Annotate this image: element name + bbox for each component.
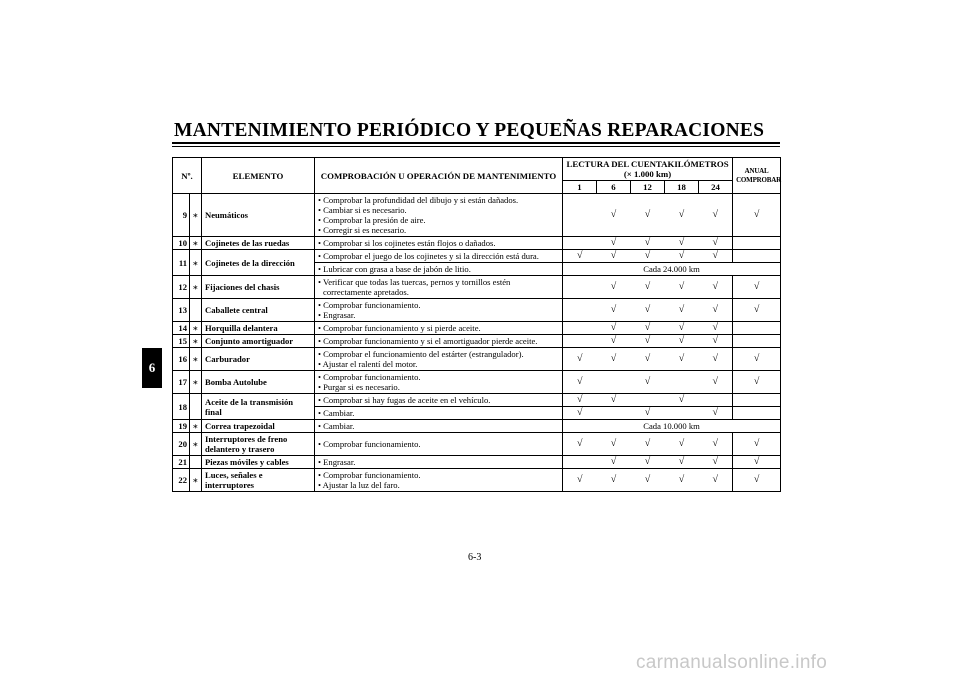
table-row (173, 237, 781, 250)
row-star: ∗ (190, 371, 202, 394)
header-annual (733, 158, 781, 194)
header-odometer-label: LECTURA DEL CUENTAKILÓMETROS (566, 159, 729, 169)
operation-line: • Comprobar funcionamiento. (318, 470, 421, 480)
row-number: 13 (173, 299, 190, 322)
operation-line: • Corregir si es necesario. (318, 225, 407, 235)
operation-line: • Purgar si es necesario. (318, 382, 400, 392)
operation-line: • Ajustar el ralentí del motor. (318, 359, 418, 369)
row-number: 11 (173, 250, 190, 276)
table-row (173, 348, 781, 371)
check-cell: √ (563, 433, 597, 456)
check-cell: √ (631, 469, 665, 492)
check-cell: √ (631, 456, 665, 469)
check-cell: √ (665, 394, 699, 407)
row-number: 18 (173, 394, 190, 420)
table-row (173, 299, 781, 322)
operation-line: • Cambiar. (318, 408, 355, 418)
row-element: Fijaciones del chasis (202, 276, 315, 299)
table-row (173, 469, 781, 492)
check-cell: √ (631, 299, 665, 322)
check-cell: √ (699, 469, 733, 492)
check-cell: √ (631, 371, 665, 394)
row-operation (315, 263, 563, 276)
check-cell: √ (699, 456, 733, 469)
check-cell: √ (563, 371, 597, 394)
row-star (190, 456, 202, 469)
header-no: Nº. (173, 158, 202, 194)
row-element: Bomba Autolube (202, 371, 315, 394)
check-cell: √ (665, 335, 699, 348)
check-cell (665, 407, 699, 420)
footer-watermark: carmanualsonline.info (636, 652, 828, 673)
row-star: ∗ (190, 420, 202, 433)
check-cell: √ (631, 276, 665, 299)
check-cell: √ (665, 348, 699, 371)
row-star: ∗ (190, 194, 202, 237)
annual-check-cell: √ (733, 469, 781, 492)
check-cell: √ (563, 407, 597, 420)
annual-check-cell: √ (733, 348, 781, 371)
row-star (190, 394, 202, 420)
row-operation (315, 469, 563, 492)
table-row (173, 456, 781, 469)
operation-line: • Comprobar funcionamiento y si el amortiguador pierde aceite. (318, 336, 538, 346)
row-number: 17 (173, 371, 190, 394)
check-cell: √ (597, 394, 631, 407)
row-element: Cojinetes de la dirección (202, 250, 315, 276)
row-number: 14 (173, 322, 190, 335)
annual-check-cell: √ (733, 371, 781, 394)
row-element: Cojinetes de las ruedas (202, 237, 315, 250)
annual-check-cell: √ (733, 194, 781, 237)
operation-line: • Comprobar el funcionamiento del estárter (estrangulador). (318, 349, 524, 359)
row-operation (315, 299, 563, 322)
check-cell: √ (631, 194, 665, 237)
check-cell: √ (665, 276, 699, 299)
annual-check-cell (733, 407, 781, 420)
row-number: 20 (173, 433, 190, 456)
row-operation (315, 407, 563, 420)
table-row (173, 371, 781, 394)
row-element: Neumáticos (202, 194, 315, 237)
operation-line: • Comprobar funcionamiento. (318, 439, 421, 449)
check-cell (699, 394, 733, 407)
check-cell (563, 456, 597, 469)
annual-check-cell: √ (733, 433, 781, 456)
check-cell (597, 407, 631, 420)
row-element: Carburador (202, 348, 315, 371)
operation-line: • Comprobar si los cojinetes están flojos o dañados. (318, 238, 496, 248)
check-cell: √ (665, 456, 699, 469)
check-cell: √ (597, 250, 631, 263)
check-cell: √ (699, 322, 733, 335)
row-star: ∗ (190, 322, 202, 335)
row-element: Correa trapezoidal (202, 420, 315, 433)
row-star: ∗ (190, 237, 202, 250)
check-cell: √ (597, 456, 631, 469)
header-km-1: 1 (563, 181, 597, 194)
row-star: ∗ (190, 276, 202, 299)
annual-check-cell (733, 394, 781, 407)
operation-line: • Engrasar. (318, 310, 356, 320)
interval-note: Cada 10.000 km (563, 420, 781, 433)
header-km-12: 12 (631, 181, 665, 194)
check-cell (563, 299, 597, 322)
header-operation: COMPROBACIÓN U OPERACIÓN DE MANTENIMIENTO (315, 158, 563, 194)
check-cell: √ (597, 194, 631, 237)
interval-note: Cada 24.000 km (563, 263, 781, 276)
row-number: 10 (173, 237, 190, 250)
table-row (173, 322, 781, 335)
row-star: ∗ (190, 348, 202, 371)
table-row (173, 335, 781, 348)
check-cell: √ (699, 250, 733, 263)
check-cell: √ (631, 322, 665, 335)
check-cell: √ (699, 407, 733, 420)
title-rule-thin (172, 146, 780, 147)
section-tab[interactable]: 6 (142, 348, 162, 388)
row-star (190, 299, 202, 322)
operation-line: • Engrasar. (318, 457, 356, 467)
operation-line: • Verificar que todas las tuercas, pernos y tornillos estén (318, 277, 511, 287)
check-cell (563, 194, 597, 237)
row-star: ∗ (190, 469, 202, 492)
check-cell: √ (699, 194, 733, 237)
header-km-18: 18 (665, 181, 699, 194)
check-cell: √ (563, 348, 597, 371)
header-odometer-unit: (× 1.000 km) (623, 169, 672, 179)
check-cell: √ (597, 237, 631, 250)
row-element: Conjunto amortiguador (202, 335, 315, 348)
row-operation (315, 456, 563, 469)
check-cell: √ (665, 322, 699, 335)
check-cell (563, 276, 597, 299)
table-body (173, 194, 781, 492)
table-row (173, 394, 781, 407)
row-operation (315, 348, 563, 371)
header-km-24: 24 (699, 181, 733, 194)
annual-check-cell (733, 322, 781, 335)
row-number: 21 (173, 456, 190, 469)
row-operation (315, 433, 563, 456)
check-cell: √ (699, 433, 733, 456)
row-number: 12 (173, 276, 190, 299)
row-number: 16 (173, 348, 190, 371)
row-number: 22 (173, 469, 190, 492)
operation-line: • Comprobar la presión de aire. (318, 215, 426, 225)
operation-line: • Comprobar la profundidad del dibujo y si están dañados. (318, 195, 519, 205)
header-annual-1: ANUAL (744, 166, 769, 175)
check-cell (563, 237, 597, 250)
header-element: ELEMENTO (202, 158, 315, 194)
operation-line: • Cambiar si es necesario. (318, 205, 407, 215)
check-cell: √ (563, 394, 597, 407)
row-operation (315, 420, 563, 433)
maintenance-table (172, 157, 781, 492)
row-element: Horquilla delantera (202, 322, 315, 335)
row-element: Aceite de la transmisión final (202, 394, 315, 420)
table-row (173, 194, 781, 237)
row-number: 9 (173, 194, 190, 237)
check-cell: √ (699, 299, 733, 322)
header-km-6: 6 (597, 181, 631, 194)
check-cell: √ (699, 335, 733, 348)
title-rule (172, 142, 780, 144)
check-cell: √ (665, 433, 699, 456)
check-cell: √ (631, 250, 665, 263)
row-star: ∗ (190, 335, 202, 348)
check-cell: √ (563, 250, 597, 263)
check-cell: √ (563, 469, 597, 492)
check-cell: √ (665, 194, 699, 237)
row-number: 15 (173, 335, 190, 348)
check-cell: √ (631, 348, 665, 371)
check-cell: √ (699, 276, 733, 299)
row-element: Interruptores de freno delantero y trasero (202, 433, 315, 456)
row-operation (315, 276, 563, 299)
row-element: Caballete central (202, 299, 315, 322)
operation-line: correctamente apretados. (323, 287, 409, 297)
check-cell: √ (597, 276, 631, 299)
page-title: MANTENIMIENTO PERIÓDICO Y PEQUEÑAS REPARACIONES (174, 120, 765, 141)
annual-check-cell (733, 335, 781, 348)
header-odometer (563, 158, 733, 181)
check-cell: √ (665, 237, 699, 250)
row-operation (315, 371, 563, 394)
check-cell (563, 335, 597, 348)
operation-line: • Ajustar la luz del faro. (318, 480, 400, 490)
check-cell: √ (699, 371, 733, 394)
check-cell (631, 394, 665, 407)
row-star: ∗ (190, 433, 202, 456)
check-cell: √ (597, 335, 631, 348)
annual-check-cell: √ (733, 299, 781, 322)
check-cell (665, 371, 699, 394)
annual-check-cell (733, 250, 781, 263)
check-cell: √ (597, 348, 631, 371)
row-star: ∗ (190, 250, 202, 276)
page-number: 6-3 (468, 552, 482, 563)
row-element: Piezas móviles y cables (202, 456, 315, 469)
row-operation (315, 322, 563, 335)
check-cell: √ (699, 237, 733, 250)
row-operation (315, 194, 563, 237)
check-cell: √ (665, 250, 699, 263)
check-cell: √ (665, 299, 699, 322)
operation-line: • Comprobar el juego de los cojinetes y si la dirección está dura. (318, 251, 539, 261)
check-cell: √ (597, 322, 631, 335)
operation-line: • Comprobar funcionamiento y si pierde aceite. (318, 323, 481, 333)
operation-line: • Comprobar funcionamiento. (318, 300, 421, 310)
row-operation (315, 335, 563, 348)
operation-line: • Cambiar. (318, 421, 355, 431)
check-cell: √ (631, 433, 665, 456)
row-operation (315, 237, 563, 250)
row-number: 19 (173, 420, 190, 433)
check-cell: √ (699, 348, 733, 371)
check-cell: √ (631, 335, 665, 348)
check-cell (563, 322, 597, 335)
annual-check-cell (733, 237, 781, 250)
operation-line: • Comprobar si hay fugas de aceite en el vehículo. (318, 395, 491, 405)
check-cell (597, 371, 631, 394)
operation-line: • Lubricar con grasa a base de jabón de litio. (318, 264, 471, 274)
row-element: Luces, señales e interruptores (202, 469, 315, 492)
annual-check-cell: √ (733, 456, 781, 469)
check-cell: √ (597, 469, 631, 492)
header-annual-2: COMPROBAR (736, 175, 781, 184)
table-row (173, 433, 781, 456)
check-cell: √ (631, 237, 665, 250)
check-cell: √ (665, 469, 699, 492)
table-row (173, 276, 781, 299)
table-row (173, 250, 781, 263)
check-cell: √ (597, 299, 631, 322)
check-cell: √ (631, 407, 665, 420)
row-operation (315, 250, 563, 263)
annual-check-cell: √ (733, 276, 781, 299)
check-cell: √ (597, 433, 631, 456)
operation-line: • Comprobar funcionamiento. (318, 372, 421, 382)
row-operation (315, 394, 563, 407)
table-row (173, 420, 781, 433)
